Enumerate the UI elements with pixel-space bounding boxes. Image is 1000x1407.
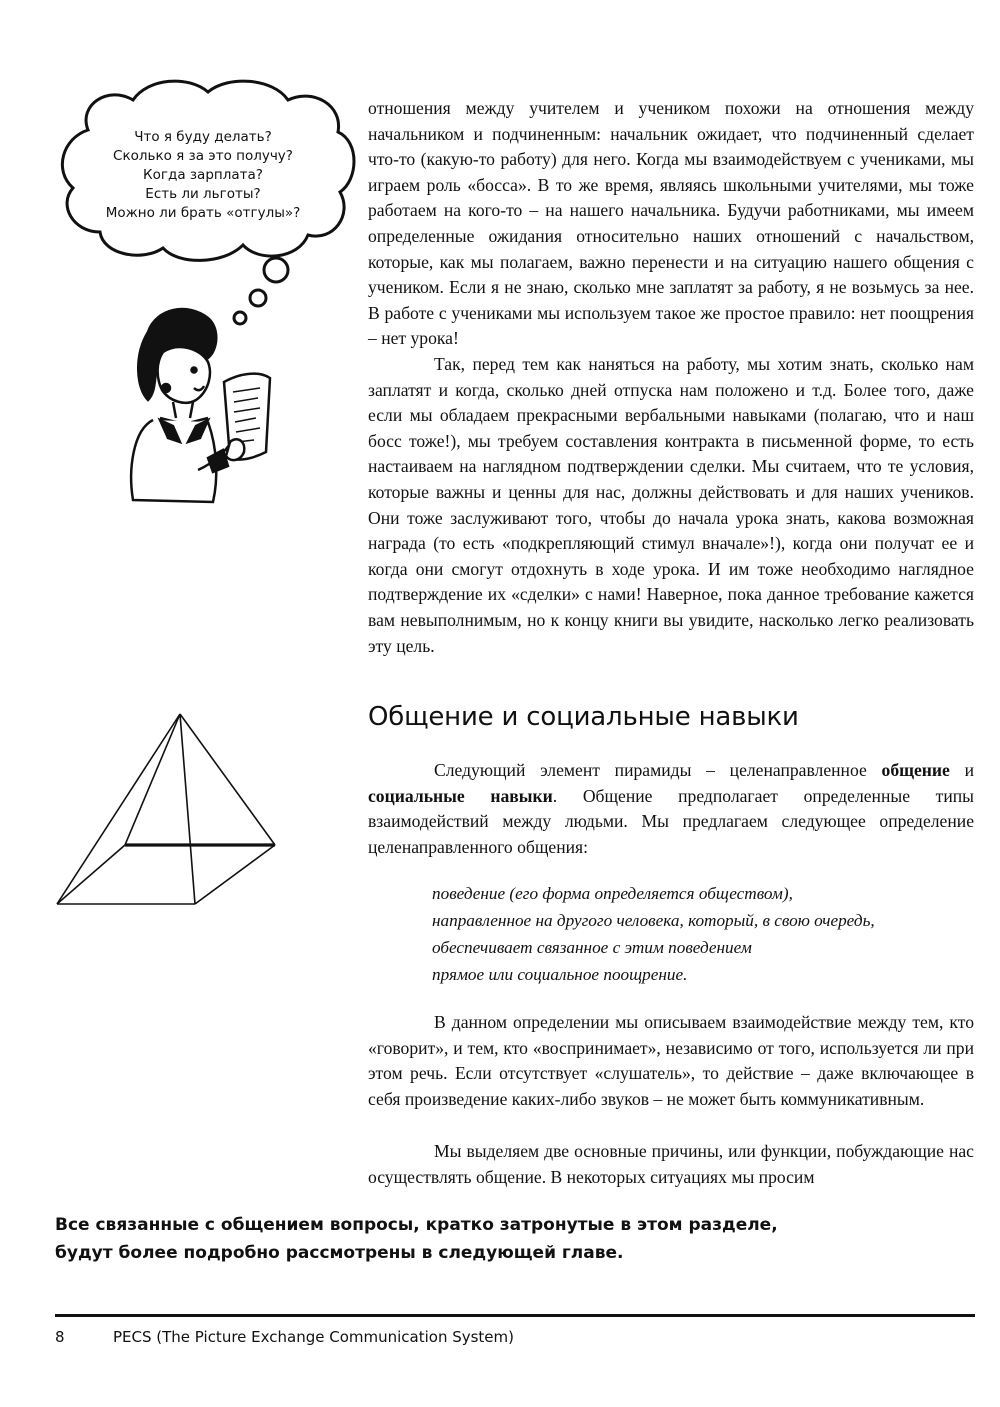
- pyramid-icon: [55, 712, 290, 910]
- thought-dot-large: [264, 258, 288, 282]
- thought-dot-medium: [250, 290, 266, 306]
- term-social-skills: социальные навыки: [368, 785, 553, 806]
- bubble-line: Есть ли льготы?: [145, 186, 261, 202]
- bubble-line: Можно ли брать «отгулы»?: [105, 205, 301, 221]
- paragraph-3-and: и: [949, 760, 974, 780]
- paragraph-3: [368, 758, 974, 860]
- page-number: 8: [55, 1328, 65, 1346]
- running-title: PECS (The Picture Exchange Communication System): [113, 1328, 515, 1346]
- paragraph-3-end: . Общение предполагает определенные типы взаимодействий между людьми. Мы предлагаем следующее определение целенаправленного общения:: [368, 785, 974, 857]
- footer-divider: [55, 1314, 975, 1317]
- thought-dot-small: [234, 312, 246, 324]
- definition-line: поведение (его форма определяется обществом),: [432, 884, 793, 903]
- definition-line: прямое или социальное поощрение.: [432, 965, 688, 984]
- paragraph-5: Мы выделяем две основные причины, или функции, побуждающие нас осуществлять общение. В некоторых ситуациях мы просим: [368, 1141, 974, 1187]
- thought-bubble-text: [78, 128, 328, 223]
- definition-line: направленное на другого человека, который, в свою очередь,: [432, 911, 875, 930]
- definition-quote: [432, 880, 992, 988]
- paragraph-1: отношения между учителем и учеником похожи на отношения между начальником и подчиненным: начальник ожидает, что подчиненный сделает что-то (какую-то работу) для него. Когда мы взаимодействуем с учениками, мы играем роль «босса». В то же время, являясь школьными учителями, мы тоже работаем на кого-то – на нашего начальника. Будучи работниками, мы имеем определенные ожидания относительно наших отношений с начальством, которые, как мы полагаем, важно перенести и на ситуацию нашего общения с учеником. Если я не знаю, сколько мне заплатят за работу, я не возьмусь за нее. В работе с учениками мы используем такое же простое правило: нет поощрения – нет урока!: [368, 98, 974, 349]
- paragraph-3-start: Следующий элемент пирамиды – целенаправленное: [434, 760, 882, 780]
- paragraph-2: Так, перед тем как наняться на работу, мы хотим знать, сколько нам заплатят и когда, сколько дней отпуска нам положено и т.д. Более того, даже если мы обладаем прекрасными вербальными навыками (полагаю, что и наш босс тоже!), мы требуем составления контракта в письменной форме, то есть настаиваем на наглядном подтверждении сделки. Мы считаем, что те условия, которые важны и ценны для нас, должны действовать и для наших учеников. Они тоже заслуживают того, чтобы до начала урока знать, какова возможная награда (то есть «подкрепляющий стимул вначале»!), когда они получат ее и когда они смогут отдохнуть в ходе урока. И им тоже необходимо наглядное подтверждение их «сделки» с нами! Наверное, пока данное требование кажется вам невыполнимым, но к концу книги вы увидите, насколько легко реализовать эту цель.: [368, 354, 974, 656]
- definition-line: обеспечивает связанное с этим поведением: [432, 938, 752, 957]
- paragraph-4: В данном определении мы описываем взаимодействие между тем, кто «говорит», и тем, кто «воспринимает», независимо от того, используется ли при этом речь. Если отсутствует «слушатель», то действие – даже включающее в себя произведение каких-либо звуков – не может быть коммуникативным.: [368, 1012, 974, 1109]
- chapter-note: [55, 1211, 955, 1267]
- section-heading: Общение и социальные навыки: [368, 702, 799, 732]
- note-line-2: будут более подробно рассмотрены в следующей главе.: [55, 1243, 624, 1263]
- bubble-line: Сколько я за это получу?: [113, 148, 293, 164]
- note-line-1: Все связанные с общением вопросы, кратко затронутые в этом разделе,: [55, 1215, 778, 1235]
- term-communication: общение: [881, 760, 950, 780]
- woman-figure-icon: [131, 309, 270, 502]
- bubble-line: Что я буду делать?: [134, 129, 272, 145]
- bubble-line: Когда зарплата?: [143, 167, 263, 183]
